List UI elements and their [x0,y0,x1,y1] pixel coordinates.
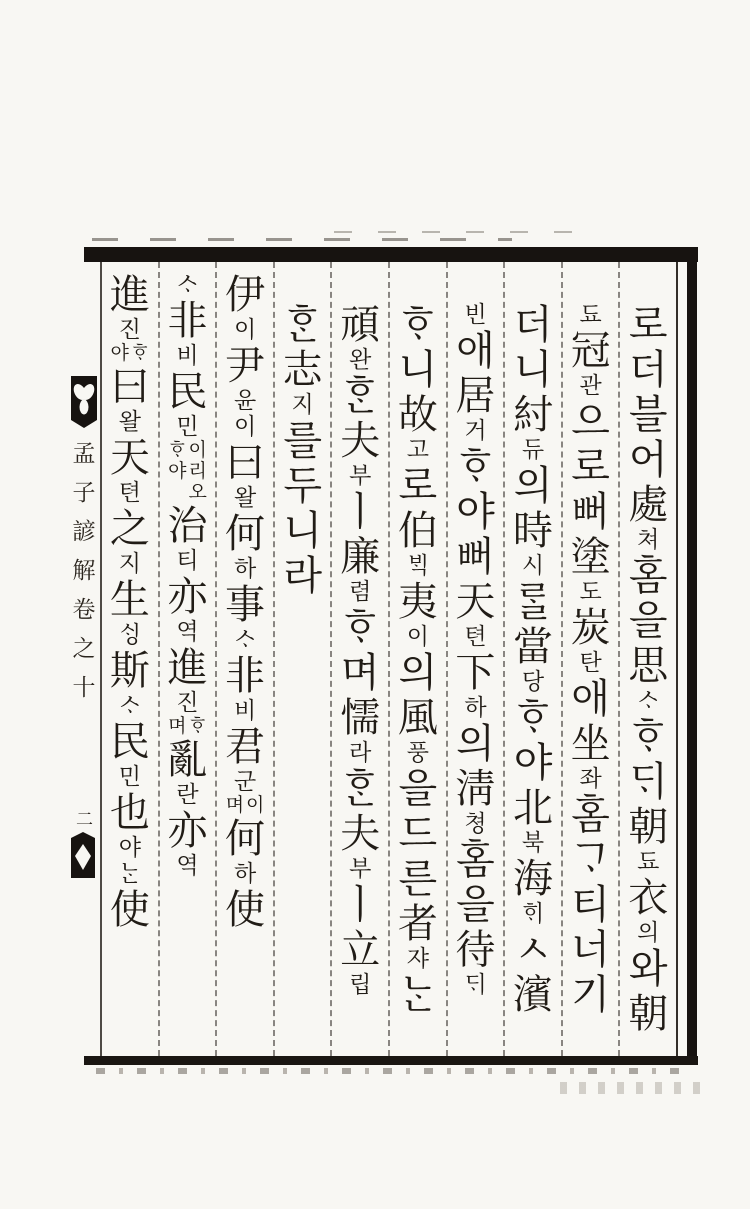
gloss-char: ᄂᆞᆫ [118,861,141,886]
gloss-char: 텬 [464,624,487,649]
main-char: 홈 [456,837,495,882]
main-char: 者 [397,901,438,946]
main-char: 故 [397,392,438,437]
gloss-char: 하 [233,556,257,581]
gloss-char: 비 [233,698,257,723]
gloss-char: 진 [176,690,199,715]
main-char: 블 [628,392,668,437]
main-char: 天 [455,579,496,624]
main-char: 何 [225,511,266,556]
text-column [388,262,446,1056]
gloss-pair-column [168,716,186,737]
main-char: 民 [109,719,150,764]
gloss-char: 지 [118,551,141,576]
main-char: 애 [456,328,495,373]
gloss-char: 군 [233,769,257,794]
main-char: 之 [109,506,150,551]
main-char: 너 [571,927,610,972]
main-char: 의 [456,721,495,766]
main-char: 로 [571,444,610,489]
main-char: 니 [398,347,438,392]
gloss-char: 부 [349,463,372,488]
main-char: 夫 [340,418,381,463]
main-char: 티 [571,882,610,927]
main-char: 어 [628,437,668,482]
frame-bottom-border [84,1056,698,1065]
gloss-char: 윤 [233,388,257,413]
gloss-char: 관 [579,373,602,398]
main-char: ᄒᆞ [456,444,495,489]
main-char: 懦 [340,695,381,740]
scan-artifact-bottom [96,1068,692,1074]
main-char: ㅣ [340,882,380,927]
spine-title: 孟子諺解卷之十 [72,441,96,700]
gloss-pair-column [111,343,129,364]
main-char: 로 [398,463,438,508]
main-char: ㅅ [513,927,553,972]
gloss-char: 당 [521,669,545,694]
gloss-char: 빈 [464,302,487,327]
gloss-pair [111,343,150,364]
gloss-char: 민 [176,414,199,439]
gloss-char: 완 [349,347,372,372]
main-char: 며 [340,650,380,695]
gloss-char: 이 [233,414,257,439]
gloss-char: ᄃᆡ [464,972,487,997]
main-char: 亂 [167,737,208,782]
main-char: 濱 [513,972,554,1017]
gloss-char: 의 [637,920,660,945]
gloss-char: 이 [406,624,429,649]
main-char: 處 [628,482,669,527]
gloss-char: 역 [176,619,199,644]
main-char: 非 [167,298,208,343]
main-char: 非 [225,653,266,698]
gloss-pair [226,795,265,816]
main-char: 也 [109,790,150,835]
main-char: 홈 [628,553,668,598]
gloss-pair-column [226,795,244,816]
gloss-char: ᄇᆡᆨ [406,553,429,578]
gloss-pair-column [246,795,264,816]
text-column [330,262,388,1056]
main-char: 니 [283,508,322,553]
gloss-char: 이 [246,795,265,816]
main-char: 生 [109,577,150,622]
main-char: 夫 [340,811,381,856]
gloss-pair-column [131,343,149,364]
gloss-char: 라 [349,740,372,765]
text-column [158,262,216,1056]
gloss-char: ᄉᆞ [176,272,199,297]
main-char: 坐 [570,721,611,766]
gloss-char: 쳐 [637,527,660,552]
main-char: 伊 [225,272,266,317]
main-char: 을 [628,598,668,643]
main-char: 當 [513,624,554,669]
main-char: ᄃᆡ [628,759,668,804]
gloss-char: 탄 [579,650,602,675]
gloss-pair [168,440,207,503]
main-char: 亦 [167,808,208,853]
main-char: 思 [628,643,669,688]
main-char: 을 [398,766,438,811]
gloss-pair [168,716,207,737]
gloss-char: 좌 [579,766,602,791]
scan-artifact-bottom-right [560,1082,710,1094]
gloss-char: 립 [349,972,372,997]
main-char: 른 [398,856,438,901]
main-char: 事 [225,582,266,627]
main-char: ᄀᆞ [571,837,610,882]
main-char: 뻐 [571,489,610,534]
main-char: ᄒᆞᆫ [340,373,380,418]
main-char: 使 [109,887,150,932]
main-char: 뻐 [456,534,495,579]
gloss-pair-column [188,440,206,503]
main-char: 進 [167,645,208,690]
main-char: 亦 [167,574,208,619]
gloss-char: 렴 [349,579,372,604]
main-char: 伯 [397,508,438,553]
gloss-char: 며 [225,795,245,816]
main-char: 廉 [340,534,381,579]
gloss-char: 민 [118,764,141,789]
main-char: ᄒᆞ [398,302,438,347]
gloss-char: 오 [188,482,207,503]
main-char: ᄅᆞᆯ [513,579,553,624]
frame-top-border [84,247,698,262]
main-char: ㅣ [340,489,380,534]
spine-foldline [68,262,100,1056]
main-char: 야 [456,489,495,534]
text-column [561,262,619,1056]
main-char: 北 [513,785,554,830]
main-char: 君 [225,724,266,769]
gloss-char: 부 [349,856,372,881]
gloss-pair-column [168,440,186,503]
main-char: 기 [571,972,610,1017]
main-char: 紂 [513,392,554,437]
main-char: 두 [283,463,322,508]
gloss-char: 하 [464,695,487,720]
main-char: 民 [167,369,208,414]
main-char: 冠 [570,328,611,373]
main-char: 曰 [109,364,150,409]
main-char: 下 [455,650,496,695]
gloss-char: 하 [233,861,257,886]
gloss-char: 풍 [406,740,429,765]
main-char: ᄂᆞᆫ [398,972,438,1017]
main-char: 朝 [628,804,669,849]
main-char: 애 [571,676,610,721]
gloss-char: 됴 [637,849,660,874]
gloss-char: 비 [176,343,199,368]
text-column [215,262,273,1056]
gloss-char: ᄉᆞ [118,693,141,718]
main-char: 使 [225,887,266,932]
main-char: 天 [109,435,150,480]
gloss-char: 역 [176,853,199,878]
main-char: 炭 [570,605,611,650]
main-char: 淸 [455,766,496,811]
main-char: 塗 [570,534,611,579]
gloss-char: 리 [188,461,207,482]
main-char: 더 [513,302,553,347]
main-char: 朝 [628,991,669,1036]
gloss-char: 북 [521,830,545,855]
gloss-char: 고 [406,437,429,462]
gloss-char: 야 [168,461,187,482]
gloss-pair-column [188,716,206,737]
main-char: 居 [455,373,496,418]
main-char: 立 [340,927,381,972]
gloss-char: 시 [521,553,545,578]
main-char: 의 [398,650,438,695]
main-char: 頑 [340,302,381,347]
text-column [446,262,504,1056]
fishtail-ornament-upper-icon [71,376,97,433]
gloss-char: 거 [464,418,487,443]
main-char: 로 [628,302,668,347]
frame-right-outer-border [687,247,697,1065]
main-char: 夷 [397,579,438,624]
text-column [102,262,158,1056]
main-char: 尹 [225,343,266,388]
main-char: ᄒᆞ [513,695,553,740]
gloss-char: ᄒᆡ [521,901,545,926]
gloss-char: ᄉᆞ [637,688,660,713]
main-char: 風 [397,695,438,740]
main-char: 海 [513,856,554,901]
gloss-char: 쳥 [464,811,487,836]
main-char: 待 [455,927,496,972]
main-char: 를 [283,418,322,463]
page-number: 二 [76,810,93,829]
main-char: 을 [456,882,495,927]
gloss-char: ᄒᆞ [168,440,187,461]
main-char: ᄒᆞ [340,605,380,650]
main-char: 志 [282,347,323,392]
text-columns [102,262,676,1056]
main-char: 드 [398,811,438,856]
main-char: 야 [513,740,553,785]
main-char: 治 [167,503,208,548]
main-char: 와 [628,946,668,991]
main-char: 니 [513,347,553,392]
gloss-char: 이 [233,317,257,342]
gloss-char: 왈 [118,409,141,434]
main-char: ᄒᆞᆫ [340,766,380,811]
fishtail-ornament-lower-icon [71,832,95,883]
gloss-char: 텬 [118,480,141,505]
gloss-char: 왈 [233,485,257,510]
text-column [273,262,331,1056]
gloss-char: 도 [579,579,602,604]
gloss-char: 진 [118,317,141,342]
main-char: 斯 [109,648,150,693]
gloss-char: 야 [118,835,141,860]
gloss-char: ᄒᆞ [188,716,207,737]
gloss-char: 쟈 [406,946,429,971]
text-block-frame [100,262,678,1056]
gloss-char: 듀 [521,437,545,462]
main-char: 衣 [628,875,669,920]
gloss-char: 이 [188,440,207,461]
gloss-char: 며 [168,716,187,737]
main-char: 으 [571,399,610,444]
gloss-char: ᄉᆞ [233,627,257,652]
gloss-char: 됴 [579,302,602,327]
main-char: 何 [225,816,266,861]
gloss-char: 티 [176,548,199,573]
text-column [503,262,561,1056]
main-char: 홈 [571,792,610,837]
text-column [618,262,676,1056]
gloss-char: 지 [291,392,314,417]
main-char: 의 [513,463,553,508]
main-char: ᄒᆞ [628,714,668,759]
gloss-char: 야 [110,343,129,364]
main-char: 더 [628,347,668,392]
main-char: 曰 [225,440,266,485]
gloss-char: ᄒᆞ [130,343,150,364]
main-char: 라 [283,553,322,598]
gloss-char: 란 [176,782,199,807]
main-char: 進 [109,272,150,317]
gloss-char: ᄉᆡᆼ [118,622,141,647]
main-char: 時 [513,508,554,553]
main-char: ᄒᆞᆫ [283,302,322,347]
